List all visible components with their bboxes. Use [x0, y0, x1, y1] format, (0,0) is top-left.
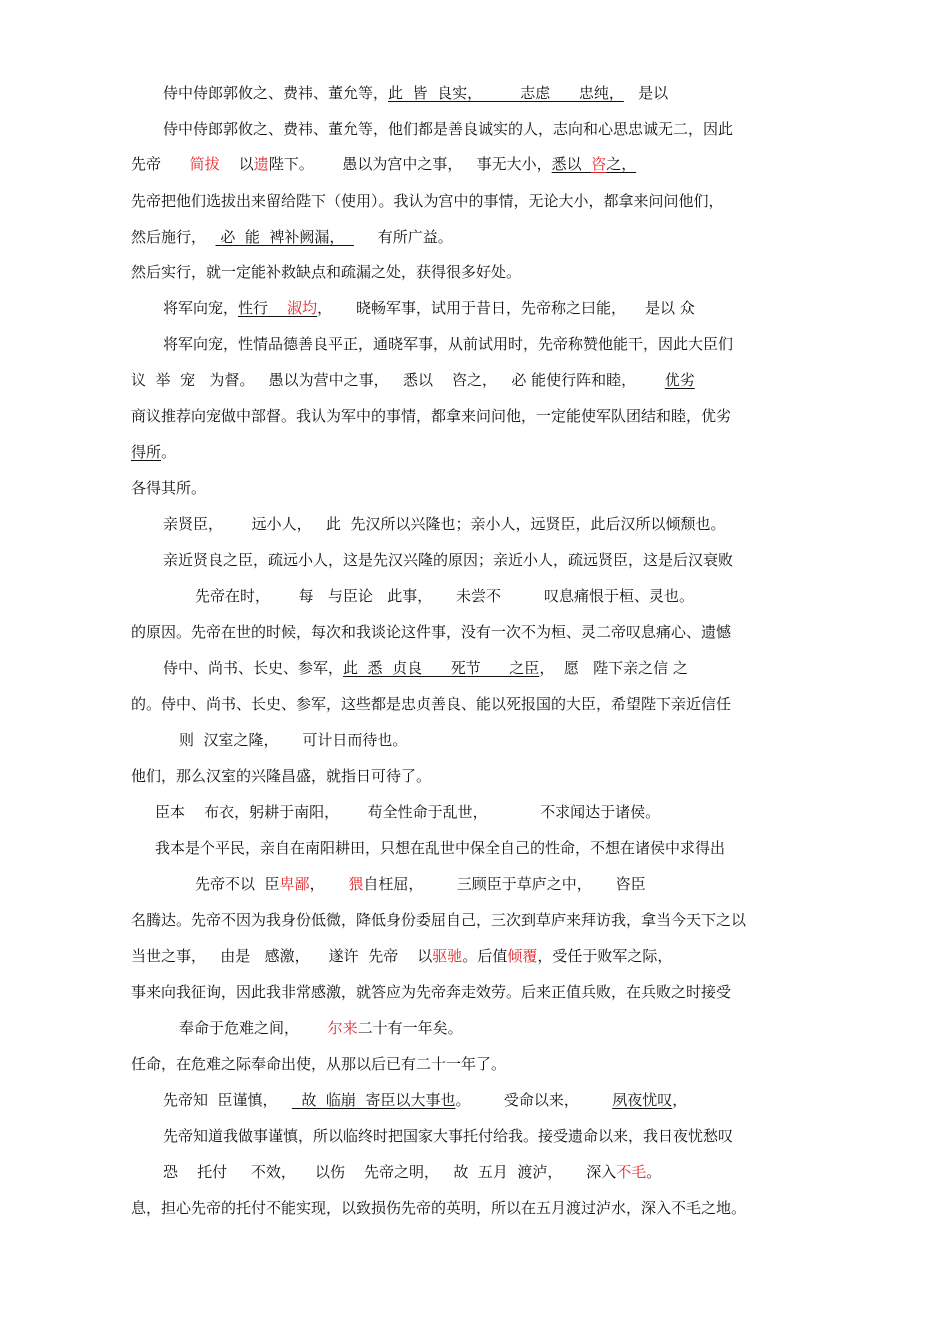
text-segment: ， 晓畅军事，试用于昔日，先帝称之曰能， 是以 众 — [317, 299, 695, 317]
text-line — [131, 228, 453, 246]
text-segment: 侍中侍郎郭攸之、费祎、董允等， — [163, 84, 389, 102]
text-line — [163, 299, 695, 317]
text-segment: 的原因。先帝在世的时候，每次和我谈论这件事，没有一次不为桓、灵二帝叹息痛心、遗憾 — [131, 623, 732, 641]
text-segment: 任命，在危难之际奉命出使，从那以后已有二十一年了。 — [131, 1055, 507, 1073]
text-line — [195, 875, 646, 893]
text-segment: 是以 — [623, 84, 669, 102]
text-line — [179, 731, 407, 749]
text-segment: 此 悉 贞良 死节 之臣 — [343, 659, 540, 677]
text-segment: 二十有一年矣。 — [357, 1019, 463, 1037]
text-line — [195, 587, 694, 605]
text-segment: 故 临崩 寄臣以大事也 — [291, 1091, 456, 1109]
text-segment: 悉以 — [551, 155, 592, 173]
text-segment: 夙夜忧叹 — [612, 1091, 673, 1109]
text-segment: 恐 托付 不效， 以伤 先帝之明， 故 五月 渡泸， 深入 — [163, 1163, 617, 1181]
text-segment: 当世之事， 由是 感激， 遂许 先帝 以 — [131, 947, 433, 965]
text-segment: 优劣 — [664, 371, 695, 389]
text-segment: 事来向我征询，因此我非常感激，就答应为先帝奔走效劳。后来正值兵败，在兵败之时接受 — [131, 983, 732, 1001]
text-line — [131, 479, 206, 497]
text-segment: 然后施行， — [131, 228, 216, 246]
text-segment: 亲贤臣， 远小人， 此 先汉所以兴隆也；亲小人，远贤臣，此后汉所以倾颓也。 — [163, 515, 726, 533]
text-segment: 先帝知 臣谨慎， — [163, 1091, 292, 1109]
text-line — [131, 407, 731, 425]
text-segment: 有所广益。 — [353, 228, 453, 246]
text-segment: 他们，那么汉室的兴隆昌盛，就指日可待了。 — [131, 767, 432, 785]
text-line — [131, 443, 176, 461]
text-line — [131, 767, 431, 785]
text-line — [163, 659, 688, 677]
text-line — [131, 911, 746, 929]
text-segment: 必 能 裨补阙漏， — [215, 228, 354, 246]
text-line — [163, 1163, 661, 1181]
text-segment: 简拔 — [189, 155, 220, 173]
text-line — [131, 695, 731, 713]
text-line — [163, 84, 668, 102]
text-segment: 则 汉室之隆， 可计日而待也。 — [179, 731, 408, 749]
text-segment: 得所 — [131, 443, 162, 461]
text-line — [163, 515, 725, 533]
text-segment: 先帝 — [131, 155, 190, 173]
text-line — [131, 947, 672, 965]
text-segment: 此 皆 良实， 志虑 忠纯， — [388, 84, 624, 102]
text-segment: 以 — [219, 155, 254, 173]
text-segment: 先帝在时， 每 与臣论 此事， 未尝不 叹息痛恨于桓、灵也。 — [195, 587, 694, 605]
text-line — [163, 335, 733, 353]
text-segment: 先帝知道我做事谨慎，所以临终时把国家大事托付给我。接受遗命以来，我日夜忧愁叹 — [163, 1127, 734, 1145]
text-segment: 驱驰 — [432, 947, 463, 965]
text-segment: 将军向宠，性情品德善良平正，通晓军事，从前试用时，先帝称赞他能干，因此大臣们 — [163, 335, 734, 353]
text-segment: 各得其所。 — [131, 479, 207, 497]
text-segment: 尔来 — [327, 1019, 358, 1037]
text-segment: 的。侍中、尚书、长史、参军，这些都是忠贞善良、能以死报国的大臣，希望陛下亲近信任 — [131, 695, 732, 713]
text-line — [179, 1019, 463, 1037]
text-segment: ， — [672, 1091, 688, 1109]
text-segment: 倾覆 — [507, 947, 538, 965]
text-segment: ， — [309, 875, 349, 893]
text-segment: 。后值 — [462, 947, 508, 965]
text-segment: 遗 — [253, 155, 269, 173]
text-segment: 奉命于危难之间， — [179, 1019, 328, 1037]
text-line — [131, 371, 695, 389]
text-line — [155, 803, 660, 821]
text-segment: 我本是个平民，亲自在南阳耕田，只想在乱世中保全自己的性命，不想在诸侯中求得出 — [155, 839, 726, 857]
text-segment: 臣本 布衣，躬耕于南阳， 苟全性命于乱世， 不求闻达于诸侯。 — [155, 803, 661, 821]
text-segment: 先帝不以 臣 — [195, 875, 280, 893]
text-segment: 侍中侍郎郭攸之、费祎、董允等，他们都是善良诚实的人，志向和心思忠诚无二，因此 — [163, 120, 734, 138]
text-segment: 。 受命以来， — [455, 1091, 613, 1109]
text-segment: ，受任于败军之际， — [537, 947, 673, 965]
text-segment: 不毛 — [616, 1163, 647, 1181]
text-segment: 侍中、尚书、长史、参军， — [163, 659, 344, 677]
text-segment: ， 愿 陛下亲之信 之 — [539, 659, 688, 677]
text-segment: 咨 — [591, 155, 607, 173]
text-segment: 名腾达。先帝不因为我身份低微，降低身份委屈自己，三次到草庐来拜访我，拿当今天下之以 — [131, 911, 747, 929]
text-line — [163, 1091, 687, 1109]
text-segment: 自枉屈， 三顾臣于草庐之中， 咨臣 — [363, 875, 646, 893]
text-line — [163, 1127, 733, 1145]
text-line — [155, 839, 725, 857]
text-line — [131, 1199, 746, 1217]
text-line — [163, 120, 733, 138]
text-segment: 卑鄙 — [279, 875, 310, 893]
text-segment: 陛下。 愚以为宫中之事， 事无大小， — [268, 155, 552, 173]
text-line — [131, 263, 521, 281]
text-segment: 议 举 宠 为督。 愚以为营中之事， 悉以 咨之， 必 能使行阵和睦， — [131, 371, 665, 389]
text-segment: 。 — [161, 443, 177, 461]
text-line — [131, 983, 731, 1001]
text-segment: 亲近贤良之臣，疏远小人，这是先汉兴隆的原因；亲近小人，疏远贤臣，这是后汉衰败 — [163, 551, 734, 569]
text-segment: 商议推荐向宠做中部督。我认为军中的事情，都拿来问问他，一定能使军队团结和睦，优劣 — [131, 407, 732, 425]
text-segment: 然后实行，就一定能补救缺点和疏漏之处，获得很多好处。 — [131, 263, 522, 281]
text-line — [163, 551, 733, 569]
text-segment: 先帝把他们选拔出来留给陛下（使用）。我认为宫中的事情，无论大小，都拿来问问他们， — [131, 192, 724, 210]
text-segment: 之， — [606, 155, 637, 173]
text-line — [131, 623, 731, 641]
text-line — [131, 155, 636, 173]
text-segment: 性行 淑均 — [238, 299, 318, 317]
text-line — [131, 192, 724, 210]
text-segment: 将军向宠， — [163, 299, 239, 317]
text-segment: 息，担心先帝的托付不能实现，以致损伤先帝的英明，所以在五月渡过泸水，深入不毛之地。 — [131, 1199, 747, 1217]
text-segment: 。 — [646, 1163, 662, 1181]
text-segment: 猥 — [348, 875, 364, 893]
text-line — [131, 1055, 506, 1073]
